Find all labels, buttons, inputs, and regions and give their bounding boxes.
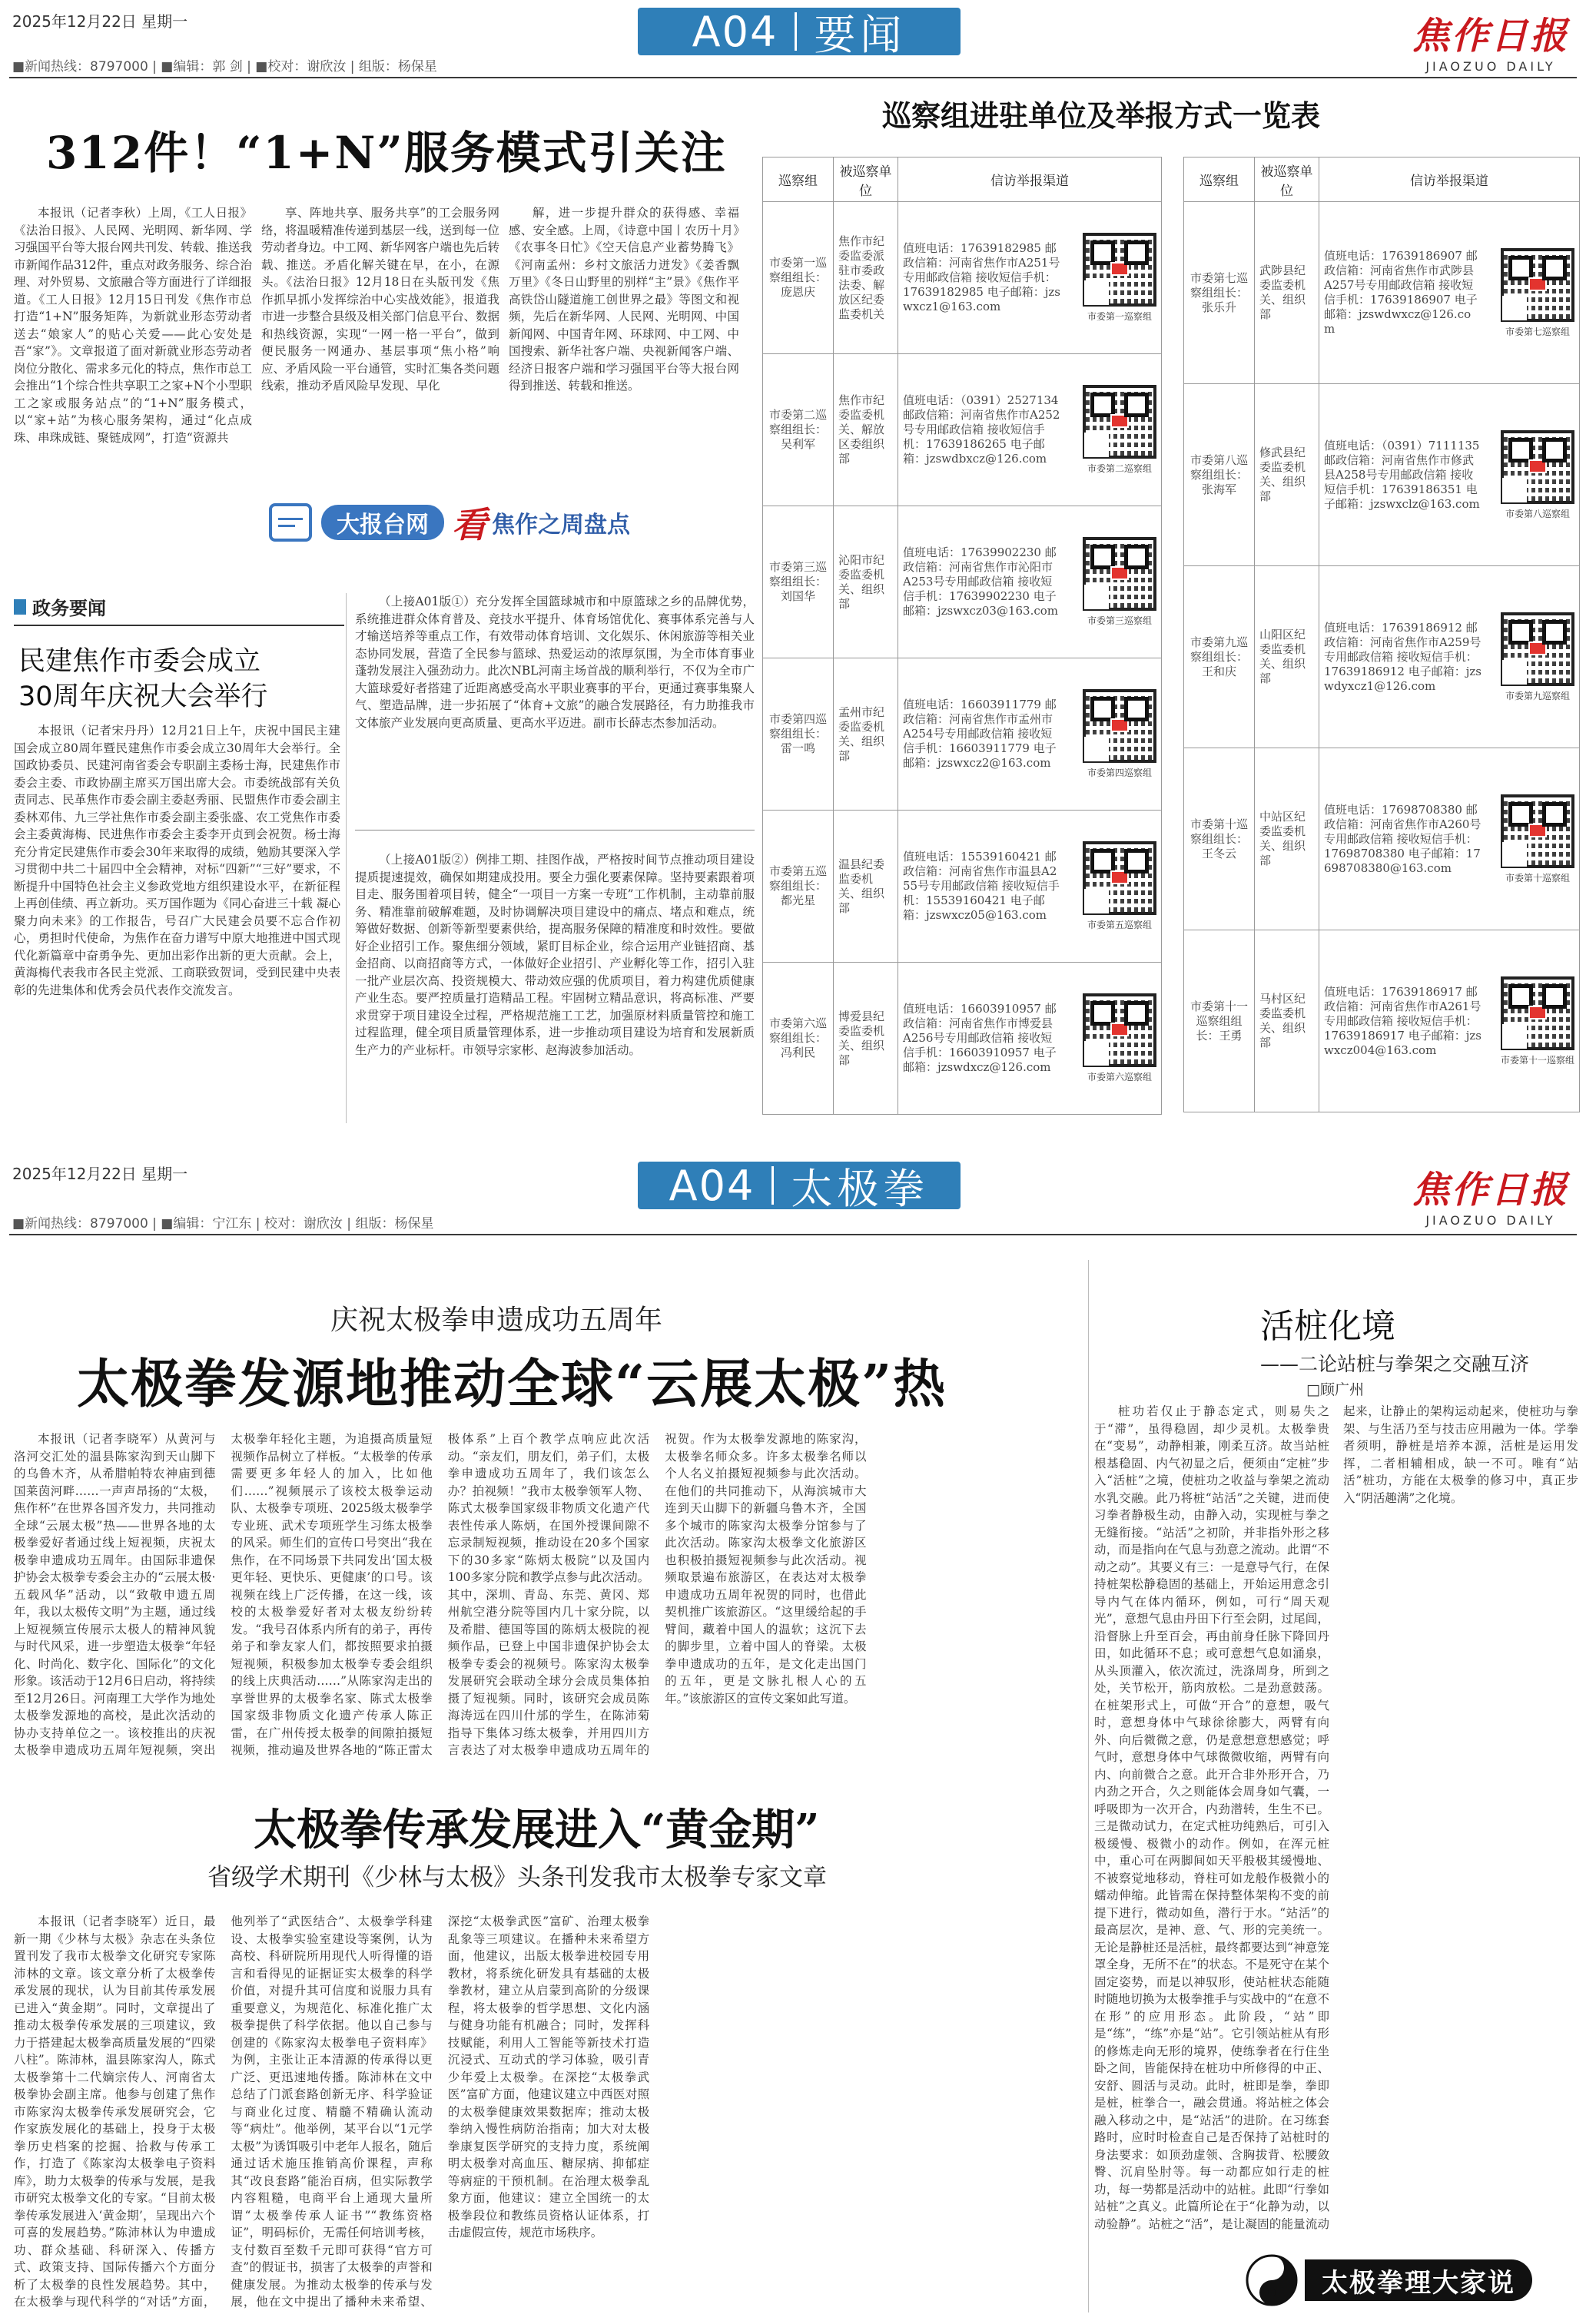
qr-code-icon[interactable]: [1501, 248, 1574, 322]
cell-channel-text: 值班电话：17639902230 邮政信箱：河南省焦作市沁阳市A253号专用邮政信箱 接收短信手机：17639902230 电子邮箱：jzswxcz03@163.com: [903, 545, 1058, 618]
inspection-row: [1184, 384, 1580, 566]
cell-group-text: 市委第五巡察组组长：都光星: [768, 864, 827, 907]
cell-group: [1184, 930, 1255, 1112]
qr-code-block[interactable]: [1083, 385, 1156, 475]
continued2-text: （上接A01版②）例排工期、挂图作战，严格按时间节点推动项目建设提质提速提效，确保如期建成投用。要全力强化要素保障。坚持要素跟着项目走、服务围着项目转，健全“一项目一方案一专班”工作机制，主动靠前服务、精准靠前破解难题，及时协调解决项目建设中的痛点、堵点和难点，统筹做好数据、创新等新型要素供给，提高服务保障的精准度和时效性。要做好企业招引工作。聚焦细分领域，紧盯目标企业，综合运用产业链招商、基金招商、以商招商等方式，一体做好企业招引、产业孵化等工作，招引入驻一批产业层次高、投资规模大、带动效应强的优质项目，着力构建优质健康产业生态。要严控质量打造精品工程。牢固树立精品意识，将高标准、严要求贯穿于项目建设全过程，严格规范施工工艺，加强原材料质量管控和施工过程监理，健全项目质量管理体系，进一步推动项目建设为培育和发展新质生产力的产业标杆。市领导宗家彬、赵海波参加活动。: [355, 853, 755, 1057]
taiji1-kicker: 庆祝太极拳申遗成功五周年: [330, 1305, 663, 1336]
inspection-row: [1184, 930, 1580, 1112]
cell-group-text: 市委第九巡察组组长：王和庆: [1190, 635, 1248, 678]
yinyang-icon: [1245, 2253, 1299, 2307]
inspection-row: [763, 354, 1162, 506]
cell-unit: [1255, 384, 1319, 566]
bottom-rule: [9, 1234, 1577, 1235]
ribbon-divider-b: [771, 1166, 774, 1205]
column-author: □顾广州: [1306, 1381, 1364, 1398]
cell-channel-text: 值班电话：（0391）2527134 邮政信箱：河南省焦作市A252号专用邮政信箱 接收短信手机：17639186265 电子邮箱：jzswdbxcz@126.com: [903, 393, 1060, 466]
qr-code-block[interactable]: [1083, 537, 1156, 627]
th-channel: 信访举报渠道: [898, 157, 1162, 202]
section-marker: [14, 599, 26, 615]
taiji1-headline: 太极拳发源地推动全球“云展太极”热: [77, 1354, 947, 1415]
story1-col3: [509, 204, 739, 496]
cell-group-text: 市委第八巡察组组长：张海军: [1190, 453, 1248, 496]
inspection-table-right: [1183, 157, 1580, 1112]
promo-pill: [321, 505, 444, 540]
cell-group-text: 市委第十巡察组组长：王冬云: [1190, 817, 1248, 860]
continued1-body: [355, 593, 755, 824]
politics-section-header: [14, 593, 344, 626]
cell-group: [1184, 384, 1255, 566]
continued2-body: [355, 851, 755, 1122]
taiji-badge: [1245, 2249, 1580, 2311]
badge-pill: [1305, 2259, 1532, 2301]
qr-code-icon[interactable]: [1083, 385, 1156, 459]
qr-center-logo: [1110, 566, 1129, 580]
inspection-row: [763, 963, 1162, 1115]
inspection-table-left: [762, 157, 1162, 1115]
qr-center-logo: [1110, 1023, 1129, 1036]
logo-en-b: JIAOZUO DAILY: [1425, 1213, 1556, 1228]
cell-unit: [834, 354, 898, 506]
cell-channel: [1319, 202, 1580, 384]
promo-banner: [269, 499, 730, 545]
column-body-text: 桩功若仅止于静态定式，则易失之于“滞”，虽得稳固，却少灵机。太极拳贵在“变易”，动静相兼，刚柔互济。故当站桩根基稳固、内气初显之后，便须由“定桩”步入“活桩”之境，使桩功之收益与拳架之流动水乳交融。此乃将桩“站活”之关键，进而使习拳者静极生动，由静入动，实现桩与拳之无缝衔接。“站活”之初阶，并非指外形之移动，而是指向在气息与劲意之流动。此谓“不动之动”。其要义有三：一是意导气行，在保持桩架松静稳固的基础上，开始运用意念引导内气在体内循环，例如，可行“周天观光”，意想气息由丹田下行至会阴，过尾闾，沿督脉上升至百会，再由前身任脉下降回丹田，如此循环不息；或可意想气息如涌泉，从头顶灌入，依次流过，洗涤周身，所到之处，关节松开，筋肉放松。二是劲意鼓荡。在桩架形式上，可做“开合”的意想，吸气时，意想身体中气球徐徐膨大，两臂有向外、向后微微之意，仍是意想意想感觉；呼气时，意想身体中气球微微收缩，两臂有向内、向前微合之意。此开合非外形开合，乃内劲之开合，久之则能体会周身如气囊，一呼吸即为一次开合，内劲潜转，生生不已。三是微动试力，在定式桩功纯熟后，可引入极缓慢、极微小的动作。例如，在浑元桩中，重心可在两脚间如天平般极其缓慢地、不被察觉地移动，脊柱可如龙般作极微小的蠕动伸缩。此皆需在保持整体架构不变的前提下进行，微动如鱼，潜行于水。“站活”的最高层次，是神、意、气、形的完美统一。无论是静桩还是活桩，最终都要达到“神意笼罩全身，无所不在”的状态。不是死守在某个固定姿势，而是以神驭形，使站桩状态能随时随地切换为太极拳推手与实战中的“在意不在形”的应用形态。此阶段，“站”即是“练”，“练”亦是“站”。它引领站桩从有形的修炼走向无形的境界，使练拳者在行住坐卧之间，皆能保持在桩功中所修得的中正、安舒、圆活与灵动。此时，桩即是拳，拳即是桩，桩拳合一，融会贯通。将站桩之体会融入移动之中，是“站活”的进阶。在习练套路时，应时时检查自己是否保持了站桩时的身法要求：如顶劲虚领、含胸拔背、松腰敛臀、沉肩坠肘等。每一动都应如行走的桩功，每一势都是活动中的站桩。此即“行拳如站桩”之真义。此篇所论在于“化静为动，以动验静”。站桩之“活”，是让凝固的能量流动起来，让静止的架构运动起来，使桩功与拳架、与生活乃至与技击应用融为一体。学拳者须明，静桩是培养本源，活桩是运用发挥，二者相辅相成，缺一不可。唯有“站活”桩功，方能在太极拳的修习中，真正步入“阴活趣满”之化境。: [1094, 1404, 1578, 2231]
cell-unit: [834, 506, 898, 658]
th-group-r: 巡察组: [1184, 157, 1255, 202]
bottom-edition-code: A04: [669, 1161, 755, 1210]
cell-unit: [1255, 930, 1319, 1112]
cell-unit-text: 中站区纪委监委机关、组织部: [1259, 810, 1306, 867]
cell-unit: [1255, 202, 1319, 384]
qr-code-block[interactable]: [1083, 233, 1156, 323]
qr-code-block[interactable]: [1083, 993, 1156, 1083]
qr-center-logo: [1110, 718, 1129, 732]
chat-icon: [269, 503, 312, 542]
story1-col2: [261, 204, 499, 527]
cell-channel-text: 值班电话：17639182985 邮政信箱：河南省焦作市A251号专用邮政信箱 接收短信手机：17639182985 电子邮箱：jzswxcz1@163.com: [903, 241, 1060, 313]
qr-center-logo: [1110, 414, 1129, 428]
qr-code-icon[interactable]: [1083, 841, 1156, 915]
inspection-row: [763, 658, 1162, 811]
cell-unit-text: 马村区纪委监委机关、组织部: [1259, 992, 1306, 1049]
qr-center-logo: [1528, 642, 1547, 655]
cell-channel: [898, 963, 1162, 1115]
cell-group-text: 市委第二巡察组组长：吴利军: [768, 408, 827, 451]
cell-group-text: 市委第十一巡察组组长：王勇: [1190, 999, 1248, 1043]
cell-channel: [1319, 930, 1580, 1112]
cell-channel: [1319, 748, 1580, 930]
column-headline: 活桩化境: [1260, 1307, 1395, 1346]
qr-label: 市委第五巡察组: [1087, 920, 1152, 930]
cell-group: [763, 963, 834, 1115]
cell-group: [763, 658, 834, 811]
cell-unit-text: 焦作市纪委监委派驻市委政法委、解放区纪委监委机关: [838, 234, 885, 321]
qr-label: 市委第二巡察组: [1087, 463, 1152, 474]
cell-unit-text: 孟州市纪委监委机关、组织部: [838, 704, 885, 763]
inspection-row: [763, 811, 1162, 963]
cell-unit-text: 焦作市纪委监委机关、解放区委组织部: [838, 393, 885, 466]
qr-code-block[interactable]: [1501, 794, 1574, 884]
cell-unit-text: 山阳区纪委监委机关、组织部: [1259, 628, 1306, 685]
top-edition-ribbon: [638, 7, 961, 59]
cell-group-text: 市委第六巡察组组长：冯利民: [768, 1016, 827, 1059]
qr-label: 市委第四巡察组: [1087, 767, 1152, 778]
inspection-row: [763, 202, 1162, 354]
top-date: 2025年12月22日 星期一: [12, 12, 188, 31]
column-subhead: ——二论站桩与拳架之交融互济: [1260, 1353, 1530, 1375]
politics-body-text: 本报讯（记者宋丹丹）12月21日上午，庆祝中国民主建国会成立80周年暨民建焦作市委会成立30周年大会举行。全国政协委员、民建河南省委会专职副主委杨士海，民建焦作市委会主委、市政协副主席买万国出席大会。市委统战部有关负责同志、民革焦作市委会副主委赵秀丽、民盟焦作市委会副主委林邓伟、九三学社焦作市委会副主委张盛、农工党焦作市委会主委黄海梅、民进焦作市委会主委李开贞到会祝贺。杨士海充分肯定民建焦作市委会30年来取得的成绩，勉励其要深入学习贯彻中共二十届四中全会精神，对标“四新”“三好”要求，不断提升中国特色社会主义参政党地方组织建设水平，在新征程上再创佳绩、再立新功。买万国作题为《同心奋进三十载 凝心聚力向未来》的工作报告，号召广大民建会员要不忘合作初心，勇担时代使命，为焦作在奋力谱写中原大地推进中国式现代化新篇章中奋勇争先、更加出彩作出新的更大贡献。会上，黄海梅代表我市各民主党派、工商联致贺词，受到民建中央表彰的先进集体和优秀会员代表作交流发言。: [14, 724, 340, 997]
ribbon-divider: [795, 12, 797, 51]
cell-channel-text: 值班电话：15539160421 邮政信箱：河南省焦作市温县A255号专用邮政信箱 接收短信手机：15539160421 电子邮箱：jzswxcz05@163.com: [903, 850, 1060, 922]
qr-code-icon[interactable]: [1083, 537, 1156, 611]
qr-code-icon[interactable]: [1083, 993, 1156, 1067]
bottom-edition-ribbon: [638, 1161, 961, 1213]
qr-code-block[interactable]: [1501, 976, 1574, 1066]
politics-headline-line2: 30周年庆祝大会举行: [18, 681, 268, 712]
th-channel-r: 信访举报渠道: [1319, 157, 1580, 202]
taiji1-body-text: 本报讯（记者李晓军）从黄河与洛河交汇处的温县陈家沟到天山脚下的乌鲁木齐，从希腊帕特农神庙到德国莱茵河畔……一声声昂扬的“太极，焦作杯”在世界各国齐发力，共同推动全球“云展太极”热——世界各地的太极拳爱好者通过线上短视频，庆祝太极拳申遗成功五周年。由国际非遗保护协会太极拳专委会主办的“云展太极·五载风华”活动，以“致敬申遗五周年，我以太极传文明”为主题，通过线上短视频宣传展示太极人的精神风貌与时代风采，进一步塑造太极拳“年轻化、时尚化、数字化、国际化”的文化形象。该活动于12月6日启动，将持续至12月26日。河南理工大学作为地处太极拳发源地的高校，是此次活动的协办支持单位之一。该校推出的庆祝太极拳申遗成功五周年短视频，突出太极拳年轻化主题，为追摄高质量短视频作品树立了样板。“太极拳的传承需要更多年轻人的加入，比如他们……”视频展示了该校太极拳运动队、太极拳专项班、2025级太极拳学专业班、武术专项班学生习练太极拳的风采。师生们的宣传口号突出“我在焦作，在不同场景下共同发出‘国太极更年轻、更快乐、更健康’的口号。该视频在线上广泛传播，在这一线，该校的太极拳爱好者对太极友纷纷转发。“我号召体系内所有的弟子，再传弟子和拳友家人们，都按照要求拍摄短视频，积极参加太极拳专委会组织的线上庆典活动……”从陈家沟走出的享誉世界的太极拳名家、陈式太极拳国家级非物质文化遗产传承人陈正雷，在广州传授太极拳的间隙拍摄短视频，推动遍及世界各地的“陈正雷太极体系”上百个教学点响应此次活动。“亲友们，朋友们，弟子们，太极拳申遗成功五周年了，我们该怎么办？拍视频！”我市太极拳领军人物、陈式太极拳国家级非物质文化遗产代表性传承人陈炳，在国外授课间隙不忘录制短视频，推动设在20多个国家下的30多家“陈炳太极院”以及国内100多家分院和教学点参与此次活动。其中，深圳、青岛、东莞、黄冈、郑州航空港分院等国内几十家分院，以及希腊、德国等国的陈炳太极院的视频作品，已登上中国非遗保护协会太极拳专委会的视频号。陈家沟太极拳发展研究会联动全球分会成员集体拍摄了短视频。同时，该研究会成员陈海涛远在四川什邡的学生，在陈沛菊指导下集体习练太极拳，并用四川方言表达了对太极拳申遗成功五周年的祝贺。作为太极拳发源地的陈家沟，太极拳名师众多。许多太极拳名师以个人名义拍摄短视频参与此次活动。在他们的共同推动下，从海滨城市大连到天山脚下的新疆乌鲁木齐，全国多个城市的陈家沟太极拳分馆参与了此次活动。陈家沟太极拳文化旅游区也积极拍摄短视频参与此次活动。视频取景遍布旅游区，在表达对太极拳申遗成功五周年祝贺的同时，也借此契机推广该旅游区。“这里缓给起的手臂间，藏着中国人的温软；这沉下去的脚步里，立着中国人的脊梁。太极拳申遗成功的五年，是文化走出国门的五年，更是文脉扎根人心的五年。”该旅游区的宣传文案如此写道。: [14, 1432, 867, 1757]
logo-en: JIAOZUO DAILY: [1425, 59, 1556, 74]
qr-label: 市委第一巡察组: [1087, 311, 1152, 322]
top-rule: [9, 77, 1577, 78]
cell-unit-text: 沁阳市纪委监委机关、组织部: [838, 552, 885, 611]
politics-section-label: 政务要闻: [32, 598, 106, 619]
cell-channel: [898, 354, 1162, 506]
politics-body: [14, 722, 340, 1126]
bottom-date: 2025年12月22日 星期一: [12, 1165, 188, 1183]
inspection-row: [1184, 566, 1580, 748]
story1-col3-text: 解，进一步提升群众的获得感、幸福感、安全感。上周，《诗意中国丨农历十月》《农事冬日忙》《空天信息产业蓄势腾飞》《河南孟州：乡村文旅活力迸发》《姜香飘万里》《冬日山野里的别样“主”景》《焦作平高铁岱山隧道施工创世界之最》等图文和视频，先后在新华网、人民网、光明网、中国新闻网、中国青年网、环球网、中工网、中国搜索、新华社客户端、央视新闻客户端、经济日报客户端和学习强国平台等大报台网得到推送、转载和推送。: [509, 206, 739, 393]
cell-unit: [834, 811, 898, 963]
cell-unit: [834, 658, 898, 811]
inspection-table-right-grid: [1183, 157, 1580, 1112]
qr-label: 市委第六巡察组: [1087, 1072, 1152, 1082]
cell-channel: [898, 202, 1162, 354]
bottom-edition-name: 太极拳: [791, 1164, 930, 1213]
qr-center-logo: [1528, 1006, 1547, 1019]
cell-unit: [834, 963, 898, 1115]
story1-col1-text: 本报讯（记者李秋）上周，《工人日报》《法治日报》、人民网、光明网、新华网、学习强国平台等大报台网共刊发、转载、推送我市新闻作品312件，重点对政务服务、综合治理、对外贸易、文旅融合等方面进行了详细报道。《工人日报》12月15日刊发《焦作市总打造“1+N”服务矩阵，为新就业形态劳动者送去“娘家人”的贴心关爱——此心安处是吾“家”》。文章报道了面对新就业形态劳动者岗位分散化、需求多元化的特点，焦作市总工会推出“1个综合性共享职工之家+N个小型职工之家或服务站点”的“1+N”服务模式，以“家+站”为核心服务架构，通过“化点成珠、串珠成链、聚链成网”，打造“资源共: [14, 206, 252, 445]
qr-code-icon[interactable]: [1501, 794, 1574, 868]
cell-group-text: 市委第一巡察组组长：庞恩庆: [768, 256, 827, 299]
story1-col1: [14, 204, 252, 527]
th-unit: 被巡察单位: [834, 157, 898, 202]
cell-channel-text: 值班电话：16603911779 邮政信箱：河南省焦作市孟州市A254号专用邮政信箱 接收短信手机：16603911779 电子邮箱：jzswxcz2@163.com: [903, 698, 1057, 770]
cell-channel-text: 值班电话：17639186917 邮政信箱：河南省焦作市A261号专用邮政信箱 接收短信手机：17639186917 电子邮箱：jzswxcz004@163.com: [1324, 984, 1481, 1057]
cell-channel-text: 值班电话：17639186907 邮政信箱：河南省焦作市武陟县A257号专用邮政信箱 接收短信手机：17639186907 电子邮箱：jzswdwxcz@126.com: [1324, 249, 1478, 336]
qr-label: 市委第十一巡察组: [1500, 1054, 1574, 1066]
qr-label: 市委第七巡察组: [1505, 326, 1570, 337]
top-masthead-logo: [1412, 6, 1569, 74]
story1-headline: 312件！“1+N”服务模式引关注: [46, 127, 727, 179]
qr-label: 市委第十巡察组: [1505, 872, 1570, 884]
cell-group-text: 市委第三巡察组组长：刘国华: [768, 560, 827, 603]
taiji2-body-text: 本报讯（记者李晓军）近日，最新一期《少林与太极》杂志在头条位置刊发了我市太极拳文化研究专家陈沛林的文章。该文章分析了太极拳传承发展的现状，认为目前其传承发展已进入“黄金期”。同时，文章提出了推动太极拳传承发展的三项建议，致力于搭建起太极拳高质量发展的“四梁八柱”。陈沛林，温县陈家沟人，陈式太极拳第十二代嫡宗传人、河南省太极拳协会副主席。他参与创建了焦作市陈家沟太极拳传承发展研究会，它作家族发展化的基础上，投身于太极拳历史档案的挖掘、拾救与传承工作，打造了《陈家沟太极拳电子资料库》，助力太极拳的传承与发展，是我市研究太极拳文化的专家。“目前太极拳传承发展进入‘黄金期’，呈现出六个可喜的发展趋势。”陈沛林认为申遗成功、群众基础、科研深入、传播方式、政策支持、国际传播六个方面分析了太极拳的良性发展趋势。其中，在太极拳与现代科学的“对话”方面，他列举了“武医结合”、太极拳学科建设、太极拳实验室建设等案例，认为高校、科研院所用现代人听得懂的语言和看得见的证据证实太极拳的科学价值，对提升其可信度和说服力具有重要意义，为规范化、标准化推广太极拳提供了科学依据。他以自己参与创建的《陈家沟太极拳电子资料库》为例，主张让正本清源的传承得以更广泛、更迅速地传播。陈沛林在文中总结了门派套路创新无序、科学验证与商业化过度、精髓不精确认流动等“病灶”。他举例，某平台以“1元学太极”为诱饵吸引中老年人报名，随后通过话术施压推销高价课程，声称其“改良套路”能治百病，但实际教学内容粗糙，电商平台上通现大量所谓“太极拳传承人证书”“教练资格证”，明码标价，无需任何培训考核，支付数百至数千元即可获得“官方可查”的假证书，损害了太极拳的声誉和健康发展。为推动太极拳的传承与发展，他在文中提出了播种未来希望、深挖“太极拳武医”富矿、治理太极拳乱象等三项建议。在播种未来希望方面，他建议，出版太极拳进校园专用教材，将系统化研发具有基础的太极拳教材，建立从启蒙到高阶的分级课程，将太极拳的哲学思想、文化内涵与健身功能有机融合；同时，发挥科技赋能，利用人工智能等新技术打造沉浸式、互动式的学习体验，吸引青少年爱上太极拳。在深挖“太极拳武医”富矿方面，他建议建立中西医对照的太极拳健康效果数据库；推动太极拳纳入慢性病防治指南；加大对太极拳康复医学研究的支持力度，系统阐明太极拳对高血压、糖尿病、抑郁症等病症的干预机制。在治理太极拳乱象方面，他建议：建立全国统一的太极拳段位和教练员资格认证体系，打击虚假宣传，规范市场秩序。: [14, 1915, 650, 2309]
top-edition-name: 要闻: [814, 10, 907, 59]
qr-label: 市委第八巡察组: [1505, 508, 1570, 519]
inspection-table-left-grid: [762, 157, 1162, 1115]
cell-group: [763, 811, 834, 963]
cell-unit: [1255, 566, 1319, 748]
column-body: [1094, 1403, 1578, 2233]
logo-text-b: 焦作日报: [1412, 1169, 1569, 1212]
cell-group: [1184, 566, 1255, 748]
cell-channel-text: 值班电话：17639186912 邮政信箱：河南省焦作市A259号专用邮政信箱 接收短信手机：17639186912 电子邮箱：jzswdyxcz1@126.com: [1324, 620, 1481, 693]
inspection-row: [1184, 202, 1580, 384]
cell-unit: [834, 202, 898, 354]
cell-group: [1184, 202, 1255, 384]
qr-center-logo: [1110, 262, 1129, 276]
qr-center-logo: [1528, 459, 1547, 473]
cell-group: [1184, 748, 1255, 930]
cell-group: [763, 354, 834, 506]
top-edition-code: A04: [692, 7, 778, 56]
qr-center-logo: [1528, 277, 1547, 291]
inspection-row: [1184, 748, 1580, 930]
top-meta: ■新闻热线：8797000 | ■编辑：郭 剑 | ■校对：谢欣汝 | 组版：杨保星: [12, 59, 437, 75]
cell-channel: [898, 811, 1162, 963]
cell-channel: [1319, 566, 1580, 748]
qr-code-icon[interactable]: [1501, 976, 1574, 1050]
bottom-masthead-logo: [1412, 1160, 1569, 1228]
taiji2-body: [14, 1913, 1083, 2312]
cell-channel: [898, 506, 1162, 658]
cell-group: [763, 202, 834, 354]
politics-headline: [18, 644, 268, 714]
th-unit-r: 被巡察单位: [1255, 157, 1319, 202]
inspection-row: [763, 506, 1162, 658]
logo-text: 焦作日报: [1412, 15, 1569, 58]
qr-code-icon[interactable]: [1501, 430, 1574, 504]
qr-center-logo: [1528, 824, 1547, 837]
cell-group-text: 市委第七巡察组组长：张乐升: [1190, 270, 1248, 314]
continued1-text: （上接A01版①）充分发挥全国篮球城市和中原篮球之乡的品牌优势，系统推进群众体育普及、竞技水平提升、体育场馆优化、赛事体系完善与人才输送培养等重点工作，有效带动体育培训、文化娱乐、休闲旅游等相关业态协同发展，营造了全民参与篮球、热爱运动的浓厚氛围，为全市体育事业蓬勃发展注入强劲动力。此次NBL河南主场首战的顺利举行，不仅为全市广大篮球爱好者搭建了近距离感受高水平职业赛事的平台，更通过赛事集聚人气、塑造品牌，进一步拓展了“体育+文旅”的融合发展路径，有力助推我市文体旅产业发展向更高质量、更高水平迈进。副市长薛志杰参加活动。: [355, 595, 755, 730]
promo-kan: 看: [452, 504, 487, 545]
promo-sub: 焦作之周盘点: [492, 512, 630, 539]
promo-label: 大报台网: [337, 512, 429, 539]
column-divider-b: [1088, 1260, 1089, 2312]
qr-code-block[interactable]: [1083, 841, 1156, 931]
column-divider: [346, 593, 347, 1123]
cell-channel-text: 值班电话：（0391）7111135 邮政信箱：河南省焦作市修武县A258号专用邮政信箱 接收短信手机：17639186351 电子邮箱：jzswxclz@163.com: [1324, 438, 1480, 511]
th-group: 巡察组: [763, 157, 834, 202]
qr-code-block[interactable]: [1501, 612, 1574, 702]
cell-unit-text: 温县纪委监委机关、组织部: [838, 857, 885, 915]
qr-code-block[interactable]: [1083, 689, 1156, 779]
story1-col2-text: 享、阵地共享、服务共享”的工会服务网络，将温暖精准传递到基层一线，送到每一位劳动者身边。中工网、新华网客户端也先后转载、推送。矛盾化解关键在早，在小，在源头。《法治日报》12月18日在头版刊发《焦作抓早抓小发挥综治中心实战效能》，报道我市进一步整合县级及相关部门信息平台、数据和热线资源，实现“一网一格一平台”，做到便民服务一网通办、基层事项“焦小格”响应、矛盾风险一平台通管，实时汇集各类问题线索，推动矛盾风险早发现、早化: [261, 206, 499, 393]
qr-code-block[interactable]: [1501, 430, 1574, 520]
taiji1-body: [14, 1431, 1083, 1761]
qr-code-icon[interactable]: [1083, 689, 1156, 763]
politics-headline-line1: 民建焦作市委会成立: [18, 646, 261, 677]
cell-group: [763, 506, 834, 658]
cell-unit-text: 武陟县纪委监委机关、组织部: [1259, 264, 1306, 321]
cell-unit-text: 博爱县纪委监委机关、组织部: [838, 1009, 885, 1067]
taiji2-headline: 太极拳传承发展进入“黄金期”: [254, 1805, 820, 1855]
qr-label: 市委第九巡察组: [1505, 690, 1570, 701]
cell-unit: [1255, 748, 1319, 930]
qr-center-logo: [1110, 870, 1129, 884]
cell-channel: [898, 658, 1162, 811]
badge-label: 太极拳理大家说: [1322, 2267, 1515, 2299]
qr-code-icon[interactable]: [1501, 612, 1574, 686]
taiji2-subhead: 省级学术期刊《少林与太极》头条刊发我市太极拳专家文章: [207, 1864, 827, 1891]
qr-label: 市委第三巡察组: [1087, 615, 1152, 626]
bottom-meta: ■新闻热线：8797000 | ■编辑：宁江东 | 校对：谢欣汝 | 组版：杨保星: [12, 1216, 434, 1232]
cell-channel: [1319, 384, 1580, 566]
qr-code-icon[interactable]: [1083, 233, 1156, 307]
cell-channel-text: 值班电话：16603910957 邮政信箱：河南省焦作市博爱县A256号专用邮政信箱 接收短信手机：16603910957 电子邮箱：jzswdxcz@126.com: [903, 1002, 1057, 1074]
cell-group-text: 市委第四巡察组组长：雷一鸣: [768, 712, 827, 755]
cell-channel-text: 值班电话：17698708380 邮政信箱：河南省焦作市A260号专用邮政信箱 接收短信手机：17698708380 电子邮箱：17698708380@163.com: [1324, 802, 1481, 875]
qr-code-block[interactable]: [1501, 248, 1574, 338]
inspection-title: 巡察组进驻单位及举报方式一览表: [882, 98, 1321, 133]
cell-unit-text: 修武县纪委监委机关、组织部: [1259, 446, 1306, 503]
